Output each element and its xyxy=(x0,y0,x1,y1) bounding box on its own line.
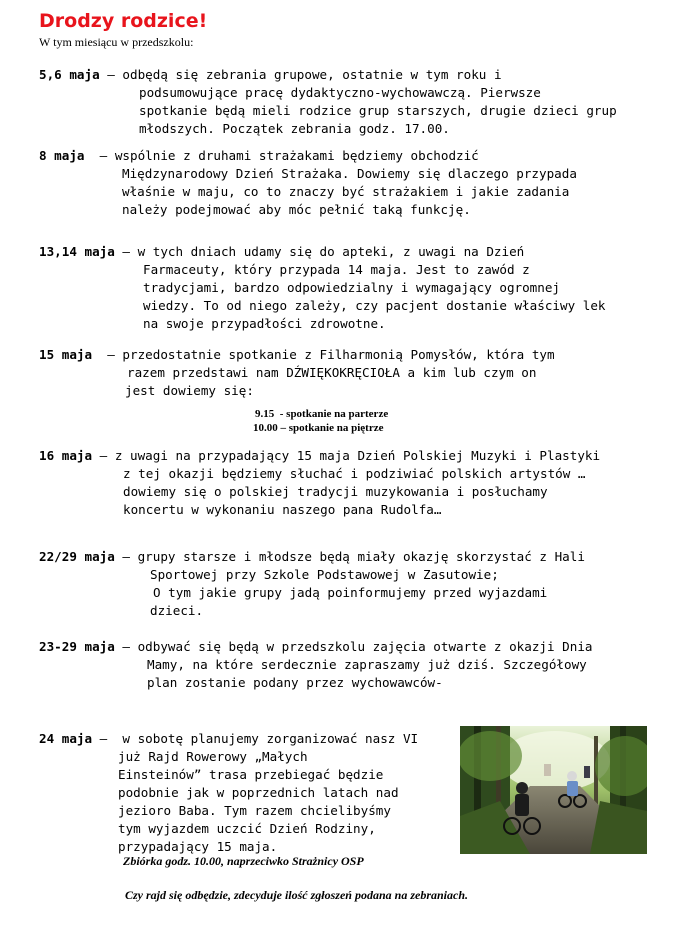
event-text: – przedostatnie spotkanie z Filharmonią Pomysłów, która tym xyxy=(92,347,555,362)
event-text: razem przedstawi nam DŹWIĘKOKRĘCIOŁA a kim lub czym on xyxy=(127,365,537,380)
event-text: Farmaceuty, który przypada 14 maja. Jest to zawód z xyxy=(143,262,530,277)
event-text: tradycjami, bardzo odpowiedzialny i wymagający ogromnej xyxy=(143,280,561,295)
cycling-photo xyxy=(460,726,647,854)
page-title: Drodzy rodzice! xyxy=(39,10,208,32)
schedule-first-floor: 10.00 – spotkanie na piętrze xyxy=(253,422,384,434)
event-date: 23-29 maja xyxy=(39,639,115,654)
meeting-point-note: Zbiórka godz. 10.00, naprzeciwko Strażnicy OSP xyxy=(123,854,364,868)
event-24-may xyxy=(39,730,418,856)
event-8-may xyxy=(39,147,577,219)
event-text: – wspólnie z druhami strażakami będziemy obchodzić xyxy=(84,148,479,163)
event-16-may xyxy=(39,447,600,519)
event-text: Międzynarodowy Dzień Strażaka. Dowiemy się dlaczego przypada xyxy=(122,166,577,181)
event-text: dowiemy się o polskiej tradycji muzykowania i posłuchamy xyxy=(123,484,548,499)
event-text: koncertu w wykonaniu naszego pana Rudolfa… xyxy=(123,502,442,517)
event-text: Einsteinów” trasa przebiegać będzie xyxy=(118,767,384,782)
event-text: jezioro Baba. Tym razem chcielibyśmy xyxy=(118,803,391,818)
event-text: dzieci. xyxy=(150,603,204,618)
event-text: właśnie w maju, co to znaczy być strażakiem i jakie zadania xyxy=(122,184,570,199)
event-22-29-may xyxy=(39,548,585,620)
event-date: 5,6 maja xyxy=(39,67,100,82)
event-date: 24 maja xyxy=(39,731,93,746)
event-text: – w sobotę planujemy zorganizować nasz VI xyxy=(92,731,419,746)
schedule-ground-floor: 9.15 - spotkanie na parterze xyxy=(255,408,389,420)
event-text: O tym jakie grupy jadą poinformujemy przed wyjazdami xyxy=(153,585,548,600)
event-23-29-may xyxy=(39,638,593,692)
event-date: 13,14 maja xyxy=(39,244,115,259)
event-text: – odbędą się zebrania grupowe, ostatnie w tym roku i xyxy=(99,67,502,82)
event-text: spotkanie będą mieli rodzice grup starszych, drugie dzieci grup xyxy=(139,103,617,118)
event-date: 8 maja xyxy=(39,148,85,163)
event-text: Sportowej przy Szkole Podstawowej w Zasutowie; xyxy=(150,567,499,582)
event-date: 16 maja xyxy=(39,448,93,463)
event-13-14-may xyxy=(39,243,606,333)
event-text: – odbywać się będą w przedszkolu zajęcia otwarte z okazji Dnia xyxy=(114,639,593,654)
event-5-6-may xyxy=(39,66,617,138)
event-text: należy podejmować aby móc pełnić taką funkcję. xyxy=(122,202,471,217)
event-text: wiedzy. To od niego zależy, czy pacjent dostanie właściwy lek xyxy=(143,298,606,313)
event-date: 15 maja xyxy=(39,347,93,362)
event-text: tym wyjazdem uczcić Dzień Rodziny, xyxy=(118,821,376,836)
event-text: podsumowujące pracę dydaktyczno-wychowawczą. Pierwsze xyxy=(139,85,541,100)
event-date: 22/29 maja xyxy=(39,549,115,564)
event-text: – w tych dniach udamy się do apteki, z uwagi na Dzień xyxy=(114,244,525,259)
page-subtitle: W tym miesiącu w przedszkolu: xyxy=(39,35,194,49)
event-text: przypadający 15 maja. xyxy=(118,839,278,854)
event-text: już Rajd Rowerowy „Małych xyxy=(118,749,308,764)
event-15-may xyxy=(39,346,555,400)
event-text: – z uwagi na przypadający 15 maja Dzień Polskiej Muzyki i Plastyki xyxy=(92,448,601,463)
event-text: na swoje przypadłości zdrowotne. xyxy=(143,316,386,331)
event-text: – grupy starsze i młodsze będą miały okazję skorzystać z Hali xyxy=(114,549,585,564)
event-text: plan zostanie podany przez wychowawców- xyxy=(147,675,443,690)
final-note: Czy rajd się odbędzie, zdecyduje ilość zgłoszeń podana na zebraniach. xyxy=(125,888,469,902)
event-text: podobnie jak w poprzednich latach nad xyxy=(118,785,399,800)
event-text: jest dowiemy się: xyxy=(125,383,254,398)
event-text: Mamy, na które serdecznie zapraszamy już dziś. Szczegółowy xyxy=(147,657,587,672)
event-text: młodszych. Początek zebrania godz. 17.00. xyxy=(139,121,450,136)
event-text: z tej okazji będziemy słuchać i podziwiać polskich artystów … xyxy=(123,466,586,481)
